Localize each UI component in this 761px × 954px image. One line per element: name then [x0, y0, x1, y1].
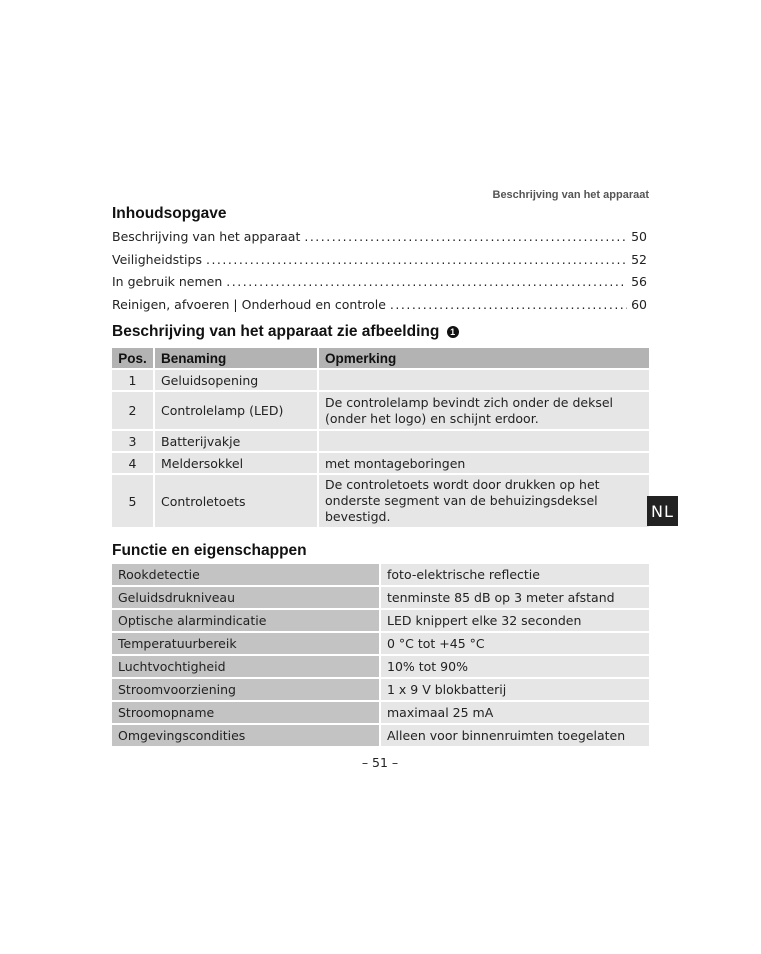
device-parts-table	[112, 348, 649, 529]
table-row	[112, 702, 649, 725]
cell-pos: 5	[112, 475, 155, 529]
col-header-name: Benaming	[155, 348, 319, 370]
feature-key: Omgevingscondities	[112, 725, 381, 748]
table-row	[112, 679, 649, 702]
feature-key: Stroomvoorziening	[112, 679, 381, 702]
col-header-remark: Opmerking	[319, 348, 649, 370]
device-section-title	[112, 323, 459, 341]
table-row	[112, 392, 649, 431]
table-row	[112, 431, 649, 453]
cell-name: Controlelamp (LED)	[155, 392, 319, 431]
toc-entry-label: Beschrijving van het apparaat	[112, 229, 301, 244]
toc-title: Inhoudsopgave	[112, 205, 227, 222]
cell-remark: De controlelamp bevindt zich onder de deksel (onder het logo) en schijnt erdoor.	[319, 392, 649, 431]
cell-pos: 4	[112, 453, 155, 475]
toc-entry-page: 52	[631, 251, 647, 267]
feature-key: Optische alarmindicatie	[112, 610, 381, 633]
cell-remark: De controletoets wordt door drukken op het onderste segment van de behuizingsdeksel bevestigd.	[319, 475, 649, 529]
table-row	[112, 453, 649, 475]
table-row	[112, 564, 649, 587]
feature-key: Geluidsdrukniveau	[112, 587, 381, 610]
page-number: – 51 –	[361, 755, 399, 770]
language-tab-nl: NL	[647, 496, 678, 526]
feature-value: LED knippert elke 32 seconden	[381, 610, 649, 633]
table-row	[112, 725, 649, 748]
feature-value: Alleen voor binnenruimten toegelaten	[381, 725, 649, 748]
feature-key: Rookdetectie	[112, 564, 381, 587]
features-section-title: Functie en eigenschappen	[112, 542, 307, 559]
table-row	[112, 370, 649, 392]
cell-remark	[319, 370, 649, 392]
toc-entry-label: Veiligheidstips	[112, 251, 202, 267]
cell-remark: met montageboringen	[319, 453, 649, 475]
toc-entry-page: 50	[631, 229, 647, 244]
feature-value: tenminste 85 dB op 3 meter afstand	[381, 587, 649, 610]
toc-entry-label: Reinigen, afvoeren | Onderhoud en controle	[112, 296, 386, 312]
feature-key: Stroomopname	[112, 702, 381, 725]
table-row	[112, 656, 649, 679]
toc-entry-page: 60	[631, 296, 647, 312]
cell-pos: 1	[112, 370, 155, 392]
table-row	[112, 610, 649, 633]
table-row	[112, 587, 649, 610]
toc-entry[interactable]	[112, 229, 647, 252]
cell-name: Geluidsopening	[155, 370, 319, 392]
toc-leader	[390, 297, 627, 312]
cell-name: Batterijvakje	[155, 431, 319, 453]
table-row	[112, 475, 649, 529]
table-header-row	[112, 348, 649, 370]
cell-pos: 3	[112, 431, 155, 453]
toc-entry[interactable]	[112, 252, 647, 275]
table-of-contents	[112, 229, 647, 319]
cell-name: Meldersokkel	[155, 453, 319, 475]
table-row	[112, 633, 649, 656]
feature-key: Temperatuurbereik	[112, 633, 381, 656]
toc-leader	[304, 229, 627, 244]
figure-1-icon: 1	[447, 326, 459, 338]
toc-entry-page: 56	[631, 274, 647, 289]
toc-entry-label: In gebruik nemen	[112, 274, 223, 289]
feature-value: maximaal 25 mA	[381, 702, 649, 725]
toc-leader	[226, 274, 627, 289]
feature-value: 10% tot 90%	[381, 656, 649, 679]
features-table	[112, 564, 649, 748]
feature-key: Luchtvochtigheid	[112, 656, 381, 679]
feature-value: 0 °C tot +45 °C	[381, 633, 649, 656]
feature-value: foto-elektrische reflectie	[381, 564, 649, 587]
cell-name: Controletoets	[155, 475, 319, 529]
running-header: Beschrijving van het apparaat	[492, 189, 649, 201]
feature-value: 1 x 9 V blokbatterij	[381, 679, 649, 702]
toc-entry[interactable]	[112, 274, 647, 297]
toc-leader	[206, 252, 627, 267]
toc-entry[interactable]	[112, 297, 647, 320]
cell-remark	[319, 431, 649, 453]
cell-pos: 2	[112, 392, 155, 431]
device-title-text: Beschrijving van het apparaat zie afbeelding	[112, 323, 440, 340]
col-header-pos: Pos.	[112, 348, 155, 370]
